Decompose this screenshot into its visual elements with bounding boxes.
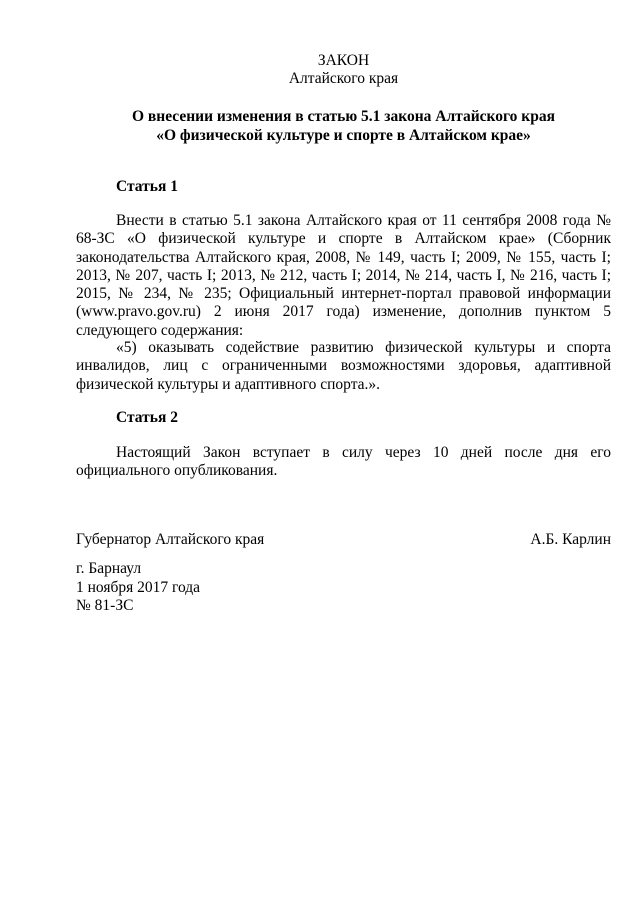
article-2-title: Статья 2 <box>116 409 178 426</box>
footer-city: г. Барнаул <box>76 560 142 577</box>
heading-line-1: О внесении изменения в статью 5.1 закона Алтайского края <box>132 108 555 125</box>
document-footer <box>76 560 200 616</box>
document-issuer: Алтайского края <box>288 70 399 87</box>
signatory-position: Губернатор Алтайского края <box>76 531 265 548</box>
article-2-paragraph-1: Настоящий Закон вступает в силу через 10 дней после дня его официального опубликования. <box>76 444 611 480</box>
document-heading <box>76 107 611 145</box>
heading-line-2: «О физической культуре и спорте в Алтайском крае» <box>156 127 531 144</box>
footer-date: 1 ноября 2017 года <box>76 578 201 596</box>
article-1-title: Статья 1 <box>116 178 178 195</box>
article-1-paragraph-2: «5) оказывать содействие развитию физической культуры и спорта инвалидов, лиц с ограниченными возможностями здоровья, адаптивной физической культуры и адаптивного спорта.». <box>76 339 611 393</box>
article-1-paragraph-1: Внести в статью 5.1 закона Алтайского края от 11 сентября 2008 года № 68-ЗС «О физической культуре и спорте в Алтайском крае» (Сборник законодательства Алтайского края, 2008, № 149, часть I; 2009, № 155, часть I; 2013, № 207, часть I; 2013, № 212, часть I; 2014, № 214, часть I, № 216, часть I; 2015, № 234, № 235; Официальный интернет-портал правовой информации (www.pravo.gov.ru) 2 июня 2017 года) изменение, дополнив пунктом 5 следующего содержания: <box>76 212 611 339</box>
signatory-name: А.Б. Карлин <box>530 531 611 548</box>
document-type: ЗАКОН <box>317 52 370 69</box>
footer-number: № 81-ЗС <box>76 597 134 614</box>
